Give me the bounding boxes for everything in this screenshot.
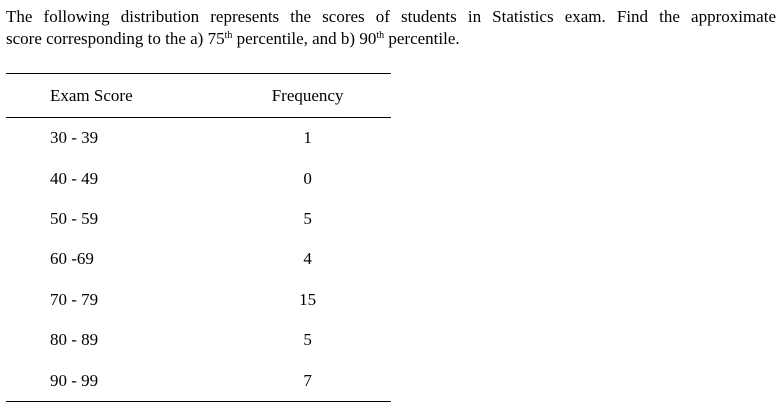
score-cell: 40 - 49 (50, 168, 99, 188)
problem-line-2-middle: percentile, and b) 90 (232, 29, 377, 48)
table-row (6, 239, 391, 279)
table-row (6, 158, 391, 198)
table-row (6, 199, 391, 239)
score-cell: 90 - 99 (6, 360, 224, 401)
header-exam-score: Exam Score (6, 74, 224, 118)
frequency-cell: 1 (303, 128, 312, 148)
problem-line-1: The following distribution represents the scores of students in Statistics exam. Find the approximate (6, 7, 776, 26)
score-cell: 30 - 39 (50, 128, 99, 148)
frequency-cell: 5 (303, 208, 312, 228)
score-cell: 80 - 89 (50, 330, 99, 350)
header-frequency: Frequency (224, 74, 391, 118)
problem-line-2 (6, 28, 776, 50)
frequency-cell: 7 (224, 360, 391, 401)
problem-statement (6, 6, 776, 50)
table-row (6, 118, 391, 159)
score-cell: 50 - 59 (50, 208, 99, 228)
frequency-cell: 0 (303, 168, 312, 188)
frequency-cell: 4 (303, 249, 312, 269)
table-row (6, 280, 391, 320)
score-cell: 60 -69 (50, 249, 94, 269)
problem-line-2-prefix: score corresponding to the a) 75 (6, 29, 225, 48)
table-row (6, 320, 391, 360)
table-row (6, 360, 391, 401)
table-header-row (6, 74, 391, 118)
frequency-cell: 15 (299, 289, 317, 309)
frequency-distribution-table (6, 73, 391, 402)
frequency-cell: 5 (303, 330, 312, 350)
score-cell: 70 - 79 (50, 289, 99, 309)
superscript-th-b: th (376, 30, 385, 41)
problem-line-2-suffix: percentile. (384, 29, 460, 48)
superscript-th-a: th (224, 30, 233, 41)
